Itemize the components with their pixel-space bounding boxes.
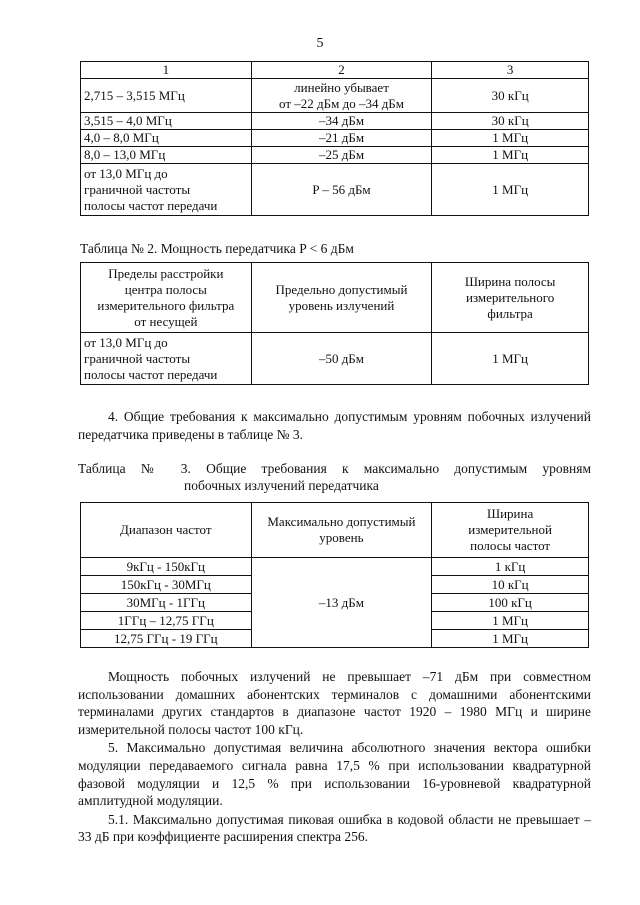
table-1-range-cell: 4,0 – 8,0 МГц [81,130,252,147]
header-line: полосы частот [470,538,551,553]
level-line: от –22 дБм до –34 дБм [279,95,405,111]
table-row [81,147,589,164]
table-1-range-cell: 8,0 – 13,0 МГц [81,147,252,164]
page-number: 5 [316,36,324,51]
header-line: от несущей [134,313,198,329]
table-row [81,333,589,385]
header-line: измерительного [466,289,555,305]
paragraph-4 [78,408,591,443]
table-3-range-cell: 1ГГц – 12,75 ГГц [81,612,252,630]
table-1-range-cell: 2,715 – 3,515 МГц [81,79,252,113]
paragraph-spurious-emissions: Мощность побочных излучений не превышает –71 дБм при совместном использовании домашних абонентских терминалов с домашними абонентскими терминалами других стандартов в диапазоне частот 1920 – 1980 МГц и ширине измерительной полосы частот 100 кГц. [78,669,591,737]
table-1-header-row [81,62,589,79]
table-1-bandwidth-cell: 30 кГц [432,113,589,130]
table-3-merged-level-cell: –13 дБм [251,558,432,648]
header-line: уровень излучений [288,297,395,313]
table-row [81,164,589,216]
header-line: уровень [319,530,364,545]
header-line: Ширина [486,506,534,521]
header-line: Максимально допустимый [267,514,416,529]
table-3-range-cell: 12,75 ГГц - 19 ГГц [81,630,252,648]
paragraph-5: 5. Максимально допустимая величина абсолютного значения вектора ошибки модуляции передаваемого сигнала равна 17,5 % при использовании квадратурной фазовой модуляции и 12,5 % при использовании 16-уровневой квадратурной амплитудной модуляции. [78,740,591,809]
table-1-header-col3: 3 [432,62,589,79]
table-3-header-row [81,503,589,558]
table-3-header-col3 [432,503,589,558]
table-2-level-cell: –50 дБм [251,333,432,385]
table-3-bandwidth-cell: 1 МГц [432,630,589,648]
table-row [81,130,589,147]
header-line: измерительного фильтра [97,297,235,313]
table-3-bandwidth-cell: 1 кГц [432,558,589,576]
table-1-level-cell: –21 дБм [251,130,432,147]
header-line: Пределы расстройки [108,265,224,281]
table-1-header-col1: 1 [81,62,252,79]
table-2-header-row [81,263,589,333]
range-line: от 13,0 МГц до [84,165,168,181]
header-line: центра полосы [124,281,207,297]
table-1-range-cell: 3,515 – 4,0 МГц [81,113,252,130]
range-line: полосы частот передачи [84,197,218,213]
table-3-header-col2 [251,503,432,558]
table-2-header-col3 [432,263,589,333]
table-1-level-cell: –34 дБм [251,113,432,130]
table-1-range-cell [81,164,252,216]
header-line: Ширина полосы [464,273,556,289]
table-1-bandwidth-cell: 1 МГц [432,164,589,216]
table-2-bandwidth-cell: 1 МГц [432,333,589,385]
table-row [81,558,589,576]
table-3 [80,502,589,648]
table-3-range-cell: 30МГц - 1ГГц [81,594,252,612]
paragraph-5-1: 5.1. Максимально допустимая пиковая ошибка в кодовой области не превышает –33 дБ при коэффициенте расширения спектра 256. [78,811,591,845]
table-3-header-col1: Диапазон частот [81,503,252,558]
table-1-level-cell: P – 56 дБм [251,164,432,216]
table-3-bandwidth-cell: 100 кГц [432,594,589,612]
body-text [78,668,591,846]
header-line: измерительной [468,522,552,537]
header-line: Предельно допустимый [275,281,408,297]
header-line: фильтра [487,305,533,321]
table-1-bandwidth-cell: 30 кГц [432,79,589,113]
range-line: от 13,0 МГц до [84,334,168,350]
table-1-header-col2: 2 [251,62,432,79]
table-2-range-cell [81,333,252,385]
range-line: граничной частоты [84,181,191,197]
table-1-level-cell [251,79,432,113]
paragraph-4-text: 4. Общие требования к максимально допустимым уровням побочных излучений передатчика приведены в таблице № 3. [78,409,591,442]
level-line: линейно убывает [294,79,389,95]
table-row [81,79,589,113]
table-1-level-cell: –25 дБм [251,147,432,164]
table-3-range-cell: 150кГц - 30МГц [81,576,252,594]
range-line: полосы частот передачи [84,366,218,382]
table-3-bandwidth-cell: 1 МГц [432,612,589,630]
table-1-bandwidth-cell: 1 МГц [432,130,589,147]
table-2-header-col1 [81,263,252,333]
table-3-range-cell: 9кГц - 150кГц [81,558,252,576]
range-line: граничной частоты [84,350,191,366]
table-3-bandwidth-cell: 10 кГц [432,576,589,594]
table-3-caption-line1: Таблица № 3. Общие требования к максимально допустимым уровням [78,461,591,476]
table-row [81,113,589,130]
table-2-caption: Таблица № 2. Мощность передатчика P < 6 дБм [80,241,354,256]
table-2 [80,262,589,385]
table-1 [80,61,589,216]
table-1-bandwidth-cell: 1 МГц [432,147,589,164]
table-3-caption-line2: побочных излучений передатчика [184,478,379,493]
table-2-header-col2 [251,263,432,333]
